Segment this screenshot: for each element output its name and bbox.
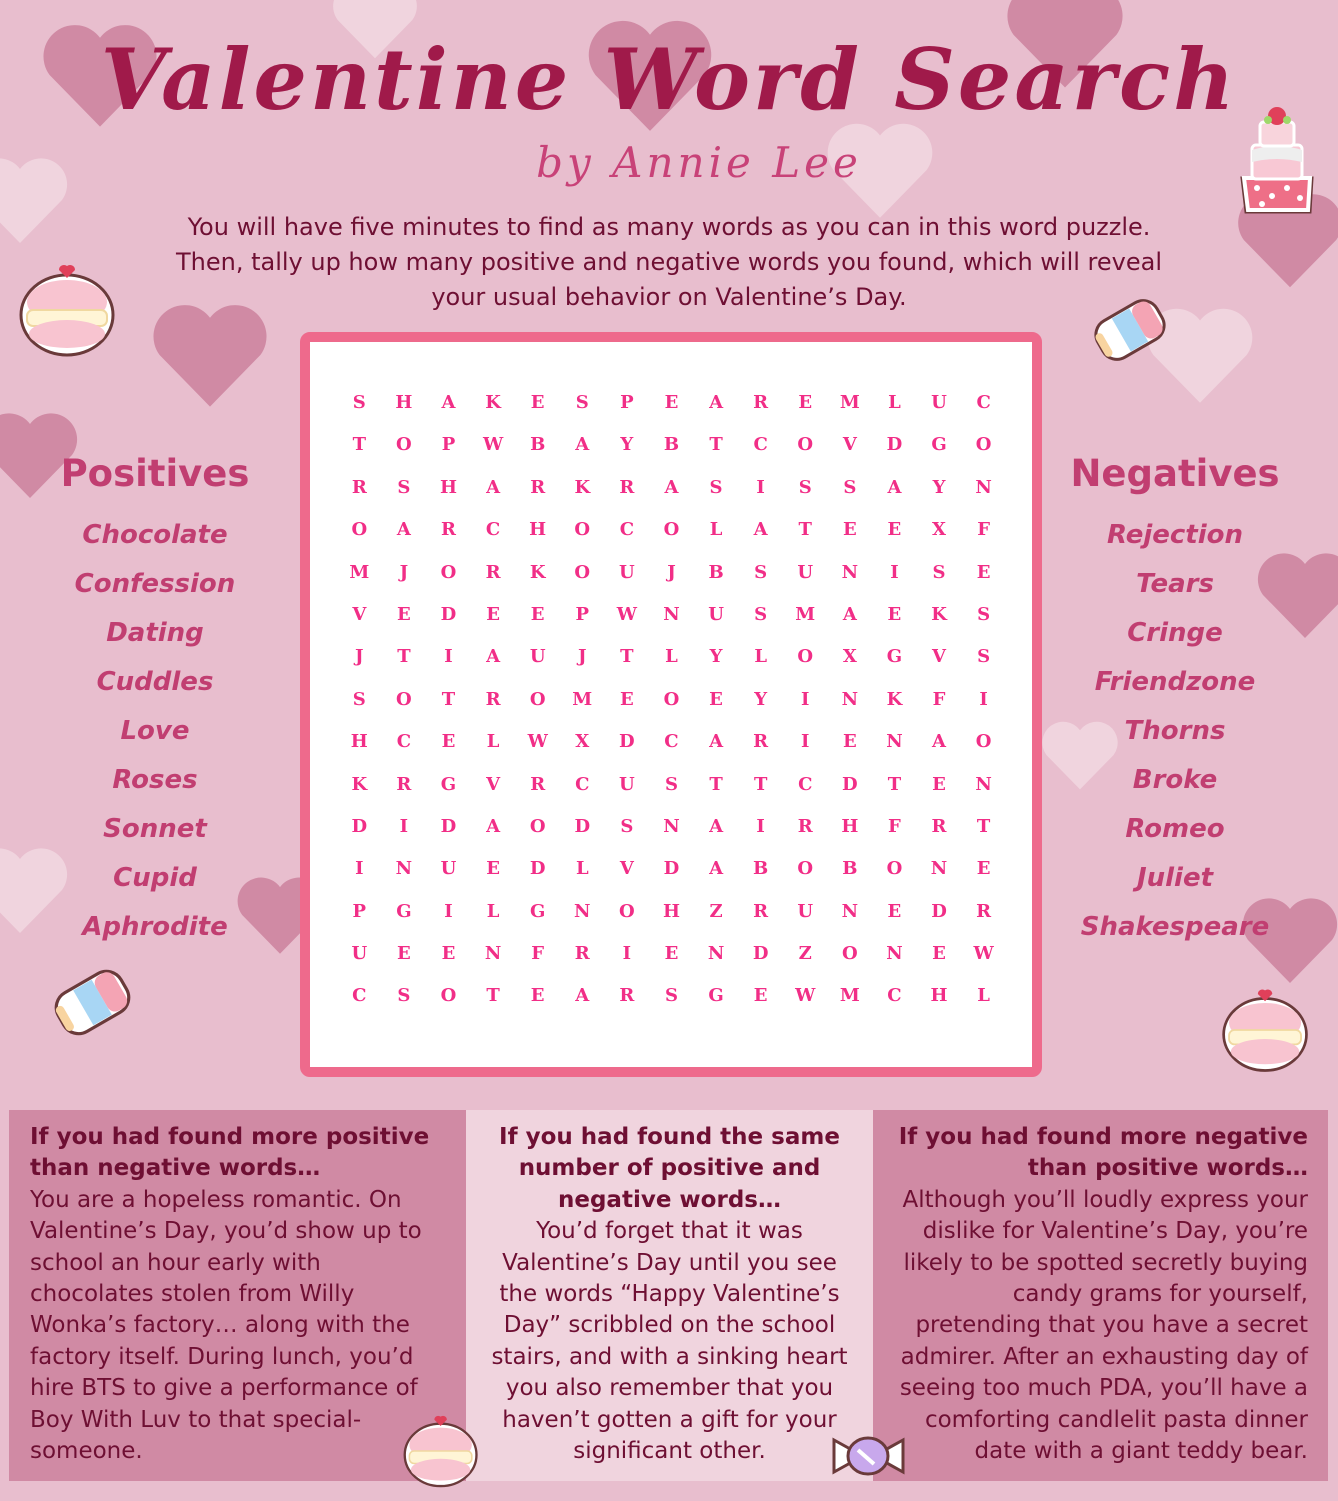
grid-cell[interactable]: O	[574, 519, 591, 541]
heart-icon	[150, 300, 270, 410]
grid-cell[interactable]: G	[931, 434, 947, 456]
grid-cell[interactable]: Z	[709, 900, 723, 922]
cake-sticker-icon	[1232, 100, 1322, 220]
grid-cell[interactable]: E	[530, 392, 545, 413]
word-search-grid[interactable]	[337, 382, 1006, 1018]
grid-cell[interactable]: N	[707, 943, 725, 965]
grid-cell[interactable]: S	[977, 603, 991, 625]
grid-cell[interactable]: E	[486, 858, 500, 880]
grid-cell[interactable]: A	[486, 815, 501, 837]
result-more-negative	[873, 1110, 1328, 1481]
grid-cell[interactable]: I	[622, 943, 632, 965]
grid-cell[interactable]: D	[619, 731, 635, 753]
grid-cell[interactable]: P	[441, 434, 456, 456]
grid-cell[interactable]: I	[801, 731, 810, 753]
grid-cell[interactable]: G	[708, 985, 724, 1007]
grid-cell[interactable]: E	[887, 519, 902, 541]
grid-cell[interactable]: E	[976, 858, 991, 880]
grid-cell[interactable]: D	[752, 943, 769, 965]
grid-cell[interactable]: N	[841, 900, 859, 922]
grid-cell[interactable]: U	[931, 392, 947, 413]
grid-cell[interactable]: W	[973, 943, 994, 965]
grid-cell[interactable]: E	[530, 603, 545, 625]
grid-cell[interactable]: Z	[798, 943, 812, 965]
grid-cell[interactable]: H	[662, 900, 680, 922]
grid-cell[interactable]: L	[754, 646, 767, 668]
grid-cell[interactable]: N	[930, 858, 948, 880]
grid-cell[interactable]: X	[575, 731, 590, 753]
grid-cell[interactable]: R	[753, 392, 769, 413]
grid-cell[interactable]: O	[619, 900, 635, 922]
grid-cell[interactable]: H	[439, 476, 457, 498]
grid-cell[interactable]: S	[575, 392, 589, 413]
grid-cell[interactable]: Y	[754, 688, 768, 710]
grid-cell[interactable]: L	[486, 731, 500, 753]
positive-word: Confession	[74, 569, 236, 599]
grid-cell[interactable]: R	[441, 519, 456, 541]
grid-cell[interactable]: S	[843, 476, 857, 498]
grid-cell[interactable]: G	[529, 900, 546, 922]
grid-cell[interactable]: T	[352, 434, 366, 456]
grid-cell[interactable]: G	[440, 773, 457, 795]
grid-cell[interactable]: T	[887, 773, 902, 795]
grid-cell[interactable]: A	[486, 646, 501, 668]
grid-cell[interactable]: C	[887, 985, 902, 1007]
grid-cell[interactable]: E	[932, 943, 946, 965]
grid-cell[interactable]: N	[886, 943, 903, 965]
positive-word: Aphrodite	[82, 912, 228, 942]
grid-cell[interactable]: N	[975, 476, 992, 498]
grid-cell[interactable]: E	[842, 519, 857, 541]
positive-word: Dating	[106, 618, 204, 648]
grid-cell[interactable]: I	[756, 476, 765, 498]
positives-heading: Positives	[60, 452, 250, 495]
grid-cell[interactable]: Y	[620, 434, 634, 456]
grid-cell[interactable]: S	[754, 561, 768, 583]
grid-cell[interactable]: E	[486, 603, 500, 625]
grid-cell[interactable]: U	[619, 773, 635, 795]
grid-cell[interactable]: A	[709, 392, 724, 413]
grid-cell[interactable]: O	[574, 561, 591, 583]
grid-cell[interactable]: A	[575, 434, 590, 456]
candy-sticker-icon	[826, 1420, 911, 1490]
grid-cell[interactable]: C	[664, 731, 679, 753]
positive-word: Chocolate	[82, 520, 228, 550]
grid-cell[interactable]: B	[753, 858, 769, 880]
grid-cell[interactable]: B	[842, 858, 858, 880]
grid-cell[interactable]: U	[708, 603, 724, 625]
grid-cell[interactable]: D	[842, 773, 858, 795]
grid-cell[interactable]: R	[530, 773, 546, 795]
grid-cell[interactable]: P	[352, 900, 367, 922]
grid-cell[interactable]: C	[619, 519, 635, 541]
grid-cell[interactable]: E	[397, 943, 411, 965]
grid-cell[interactable]: E	[530, 985, 545, 1007]
grid-cell[interactable]: N	[663, 815, 680, 837]
grid-cell[interactable]: X	[842, 646, 857, 668]
grid-cell[interactable]: U	[529, 646, 546, 668]
grid-cell[interactable]: U	[797, 561, 814, 583]
grid-cell[interactable]: N	[574, 900, 591, 922]
grid-cell[interactable]: S	[709, 476, 723, 498]
grid-cell[interactable]: O	[841, 943, 858, 965]
grid-cell[interactable]: W	[616, 603, 637, 625]
grid-cell[interactable]: R	[797, 815, 813, 837]
grid-cell[interactable]: C	[753, 434, 768, 456]
grid-cell[interactable]: D	[529, 858, 546, 880]
grid-cell[interactable]: D	[351, 815, 368, 837]
marshmallow-sticker-icon	[50, 965, 135, 1040]
grid-cell[interactable]: L	[709, 519, 723, 541]
grid-cell[interactable]: A	[441, 392, 456, 413]
grid-cell[interactable]: C	[575, 773, 590, 795]
grid-cell[interactable]: S	[664, 773, 678, 795]
grid-cell[interactable]: I	[399, 815, 409, 837]
grid-cell[interactable]: M	[839, 985, 860, 1007]
macaron-sticker-icon	[15, 260, 120, 360]
grid-cell[interactable]: V	[842, 434, 857, 456]
instructions-line: You will have five minutes to find as many words as you can in this word puzzle.	[187, 213, 1151, 241]
instructions	[100, 210, 1238, 315]
negatives-heading: Negatives	[1070, 452, 1280, 495]
grid-cell[interactable]: D	[663, 858, 680, 880]
grid-cell[interactable]: V	[486, 773, 501, 795]
grid-cell[interactable]: O	[886, 858, 903, 880]
grid-cell[interactable]: L	[665, 646, 678, 668]
negative-word: Juliet	[1136, 863, 1214, 893]
grid-cell[interactable]: C	[396, 731, 412, 753]
negative-word: Broke	[1132, 765, 1218, 795]
grid-cell[interactable]: J	[578, 646, 587, 668]
grid-cell[interactable]: B	[530, 434, 546, 456]
grid-cell[interactable]: E	[842, 731, 857, 753]
grid-cell[interactable]: N	[484, 943, 502, 965]
grid-cell[interactable]: A	[842, 603, 857, 625]
grid-cell[interactable]: O	[797, 434, 814, 456]
grid-cell[interactable]: A	[664, 476, 679, 498]
grid-cell[interactable]: S	[352, 688, 366, 710]
grid-cell[interactable]: A	[396, 519, 411, 541]
grid-cell[interactable]: T	[397, 646, 411, 668]
grid-cell[interactable]: N	[975, 773, 992, 795]
grid-cell[interactable]: N	[395, 858, 413, 880]
grid-cell[interactable]: T	[753, 773, 768, 795]
grid-cell[interactable]: E	[441, 943, 456, 965]
grid-cell[interactable]: C	[352, 985, 367, 1007]
grid-cell[interactable]: M	[839, 392, 860, 413]
grid-cell[interactable]: K	[529, 561, 546, 583]
grid-cell[interactable]: E	[619, 688, 634, 710]
result-heading: If you had found more negative than positive words…	[898, 1124, 1308, 1182]
negative-word: Tears	[1136, 569, 1214, 599]
grid-cell[interactable]: O	[975, 731, 992, 753]
result-equal	[466, 1110, 873, 1481]
grid-cell[interactable]: O	[663, 519, 680, 541]
positive-word: Cupid	[113, 863, 197, 893]
instructions-line: Then, tally up how many positive and negative words you found, which will reveal	[175, 248, 1163, 276]
grid-cell[interactable]: S	[754, 603, 768, 625]
grid-cell[interactable]: V	[932, 646, 946, 668]
grid-cell[interactable]: R	[485, 561, 501, 583]
grid-cell[interactable]: N	[841, 688, 859, 710]
grid-cell[interactable]: R	[574, 943, 590, 965]
grid-cell[interactable]: S	[932, 561, 946, 583]
grid-cell[interactable]: S	[977, 646, 991, 668]
grid-cell[interactable]: K	[886, 688, 903, 710]
grid-cell[interactable]: R	[530, 476, 546, 498]
result-body: You are a hopeless romantic. On Valentine’s Day, you’d show up to school an hour early with chocolates stolen from Willy Wonka’s factory… along with the factory itself. During lunch, you’d hire BTS to give a performance of Boy With Luv to that special-someone.	[30, 1186, 422, 1465]
result-heading: If you had found more positive than negative words…	[30, 1124, 430, 1182]
grid-cell[interactable]: A	[887, 476, 902, 498]
grid-cell[interactable]: H	[395, 392, 413, 413]
grid-cell[interactable]: N	[886, 731, 903, 753]
result-heading: If you had found the same number of positive and negative words…	[499, 1124, 840, 1213]
grid-cell[interactable]: S	[397, 476, 411, 498]
result-body: Although you’ll loudly express your dislike for Valentine’s Day, you’re likely to be spotted secretly buying candy grams for yourself, pretending that you have a secret admirer. After an exhausting day of seeing too much PDA, you’ll have a comforting candlelit pasta dinner date with a giant teddy bear.	[899, 1186, 1308, 1465]
grid-cell[interactable]: E	[397, 603, 411, 625]
grid-cell[interactable]: J	[667, 561, 676, 583]
grid-cell[interactable]: O	[440, 985, 457, 1007]
byline: by Annie Lee	[536, 138, 862, 187]
grid-cell[interactable]: K	[931, 603, 947, 625]
marshmallow-sticker-icon	[1090, 295, 1170, 365]
grid-cell[interactable]: D	[886, 434, 903, 456]
grid-cell[interactable]: O	[797, 858, 814, 880]
grid-cell[interactable]: V	[352, 603, 367, 625]
grid-cell[interactable]: U	[440, 858, 457, 880]
negative-word: Cringe	[1127, 618, 1223, 648]
grid-cell[interactable]: G	[886, 646, 903, 668]
grid-cell[interactable]: D	[574, 815, 591, 837]
grid-cell[interactable]: V	[619, 858, 634, 880]
positive-word: Roses	[112, 765, 198, 795]
grid-cell[interactable]: E	[887, 603, 902, 625]
grid-cell[interactable]: C	[798, 773, 813, 795]
grid-cell[interactable]: O	[529, 815, 546, 837]
grid-cell[interactable]: U	[619, 561, 635, 583]
grid-cell[interactable]: I	[801, 688, 810, 710]
grid-cell[interactable]: R	[931, 815, 947, 837]
grid-cell[interactable]: P	[620, 392, 634, 413]
grid-cell[interactable]: E	[798, 392, 813, 413]
grid-cell[interactable]: R	[485, 688, 501, 710]
grid-cell[interactable]: I	[756, 815, 765, 837]
grid-cell[interactable]: F	[932, 688, 946, 710]
grid-cell[interactable]: D	[931, 900, 947, 922]
grid-cell[interactable]: O	[396, 688, 412, 710]
grid-cell[interactable]: X	[932, 519, 946, 541]
grid-cell[interactable]: A	[486, 476, 501, 498]
grid-cell[interactable]: O	[529, 688, 546, 710]
grid-cell[interactable]: O	[440, 561, 457, 583]
negative-word: Rejection	[1106, 520, 1244, 550]
grid-cell[interactable]: D	[440, 815, 457, 837]
positive-word: Sonnet	[103, 814, 207, 844]
grid-cell[interactable]: B	[663, 434, 680, 456]
grid-cell[interactable]: E	[753, 985, 768, 1007]
grid-cell[interactable]: C	[976, 392, 991, 413]
grid-cell[interactable]: C	[485, 519, 501, 541]
grid-cell[interactable]: J	[355, 646, 364, 668]
grid-cell[interactable]: M	[572, 688, 593, 710]
grid-cell[interactable]: O	[396, 434, 412, 456]
grid-cell[interactable]: U	[797, 900, 814, 922]
grid-cell[interactable]: R	[753, 900, 769, 922]
grid-cell[interactable]: I	[355, 858, 364, 880]
grid-cell[interactable]: F	[977, 519, 990, 541]
grid-cell[interactable]: T	[798, 519, 812, 541]
grid-cell[interactable]: W	[527, 731, 548, 753]
grid-cell[interactable]: T	[486, 985, 500, 1007]
grid-cell[interactable]: I	[444, 646, 453, 668]
grid-cell[interactable]: E	[664, 392, 679, 413]
grid-cell[interactable]: W	[795, 985, 816, 1007]
grid-cell[interactable]: U	[351, 943, 368, 965]
grid-cell[interactable]: B	[708, 561, 724, 583]
grid-cell[interactable]: R	[396, 773, 412, 795]
grid-cell[interactable]: P	[575, 603, 590, 625]
grid-cell[interactable]: H	[350, 731, 368, 753]
grid-cell[interactable]: F	[888, 815, 901, 837]
negative-word: Shakespeare	[1080, 912, 1270, 942]
grid-cell[interactable]: M	[349, 561, 370, 583]
grid-cell[interactable]: F	[531, 943, 545, 965]
grid-cell[interactable]: K	[574, 476, 591, 498]
grid-cell[interactable]: A	[709, 858, 724, 880]
grid-cell[interactable]: E	[664, 943, 679, 965]
positive-word: Cuddles	[96, 667, 214, 697]
grid-cell[interactable]: E	[441, 731, 456, 753]
grid-cell[interactable]: S	[798, 476, 812, 498]
result-more-positive	[9, 1110, 466, 1481]
grid-cell[interactable]: R	[619, 476, 635, 498]
grid-cell[interactable]: R	[753, 731, 769, 753]
grid-cell[interactable]: E	[976, 561, 991, 583]
grid-cell[interactable]: A	[932, 731, 946, 753]
grid-cell[interactable]: A	[709, 815, 724, 837]
grid-cell[interactable]: A	[575, 985, 590, 1007]
grid-cell[interactable]: E	[709, 688, 723, 710]
grid-cell[interactable]: L	[575, 858, 589, 880]
negative-word: Thorns	[1124, 716, 1226, 746]
grid-cell[interactable]: N	[663, 603, 680, 625]
grid-cell[interactable]: L	[888, 392, 901, 413]
instructions-line: your usual behavior on Valentine’s Day.	[431, 283, 907, 311]
grid-cell[interactable]: K	[485, 392, 501, 413]
grid-cell[interactable]: O	[663, 688, 680, 710]
grid-cell[interactable]: L	[977, 985, 990, 1007]
grid-cell[interactable]: T	[709, 773, 723, 795]
grid-cell[interactable]: Y	[932, 476, 946, 498]
grid-cell[interactable]: S	[664, 985, 678, 1007]
grid-cell[interactable]: E	[932, 773, 946, 795]
grid-cell[interactable]: R	[619, 985, 635, 1007]
grid-cell[interactable]: J	[399, 561, 409, 583]
grid-cell[interactable]: N	[841, 561, 859, 583]
grid-cell[interactable]: D	[440, 603, 457, 625]
macaron-sticker-icon	[1218, 985, 1313, 1075]
grid-cell[interactable]: K	[351, 773, 368, 795]
grid-cell[interactable]: A	[753, 519, 768, 541]
grid-cell[interactable]: E	[887, 900, 902, 922]
grid-cell[interactable]: T	[620, 646, 634, 668]
grid-cell[interactable]: T	[441, 688, 456, 710]
grid-cell[interactable]: S	[397, 985, 411, 1007]
grid-cell[interactable]: T	[709, 434, 723, 456]
negative-word: Romeo	[1125, 814, 1225, 844]
grid-cell[interactable]: W	[482, 434, 504, 456]
grid-cell[interactable]: T	[976, 815, 991, 837]
grid-cell[interactable]: A	[709, 731, 724, 753]
page-title: Valentine Word Search	[100, 30, 1238, 129]
grid-cell[interactable]: R	[976, 900, 992, 922]
grid-cell[interactable]: O	[797, 646, 814, 668]
grid-cell[interactable]: I	[444, 900, 453, 922]
grid-cell[interactable]: Y	[709, 646, 723, 668]
grid-cell[interactable]: H	[930, 985, 948, 1007]
grid-cell[interactable]: R	[351, 476, 367, 498]
grid-cell[interactable]: L	[486, 900, 500, 922]
grid-cell[interactable]: I	[979, 688, 988, 710]
grid-cell[interactable]: S	[620, 815, 634, 837]
grid-cell[interactable]: H	[841, 815, 859, 837]
positive-word: Love	[120, 716, 190, 746]
result-body: You’d forget that it was Valentine’s Day until you see the words “Happy Valentine’s Day” scribbled on the school stairs, and with a sinking heart you also remember that you haven’t gotten a gift for your significant other.	[491, 1218, 848, 1465]
grid-cell[interactable]: O	[975, 434, 992, 456]
negative-word: Friendzone	[1094, 667, 1256, 697]
grid-cell[interactable]: I	[890, 561, 899, 583]
grid-cell[interactable]: H	[529, 519, 547, 541]
grid-cell[interactable]: G	[396, 900, 412, 922]
macaron-sticker-icon	[400, 1412, 482, 1490]
grid-cell[interactable]: O	[351, 519, 368, 541]
grid-cell[interactable]: S	[352, 392, 366, 413]
grid-cell[interactable]: M	[795, 603, 816, 625]
